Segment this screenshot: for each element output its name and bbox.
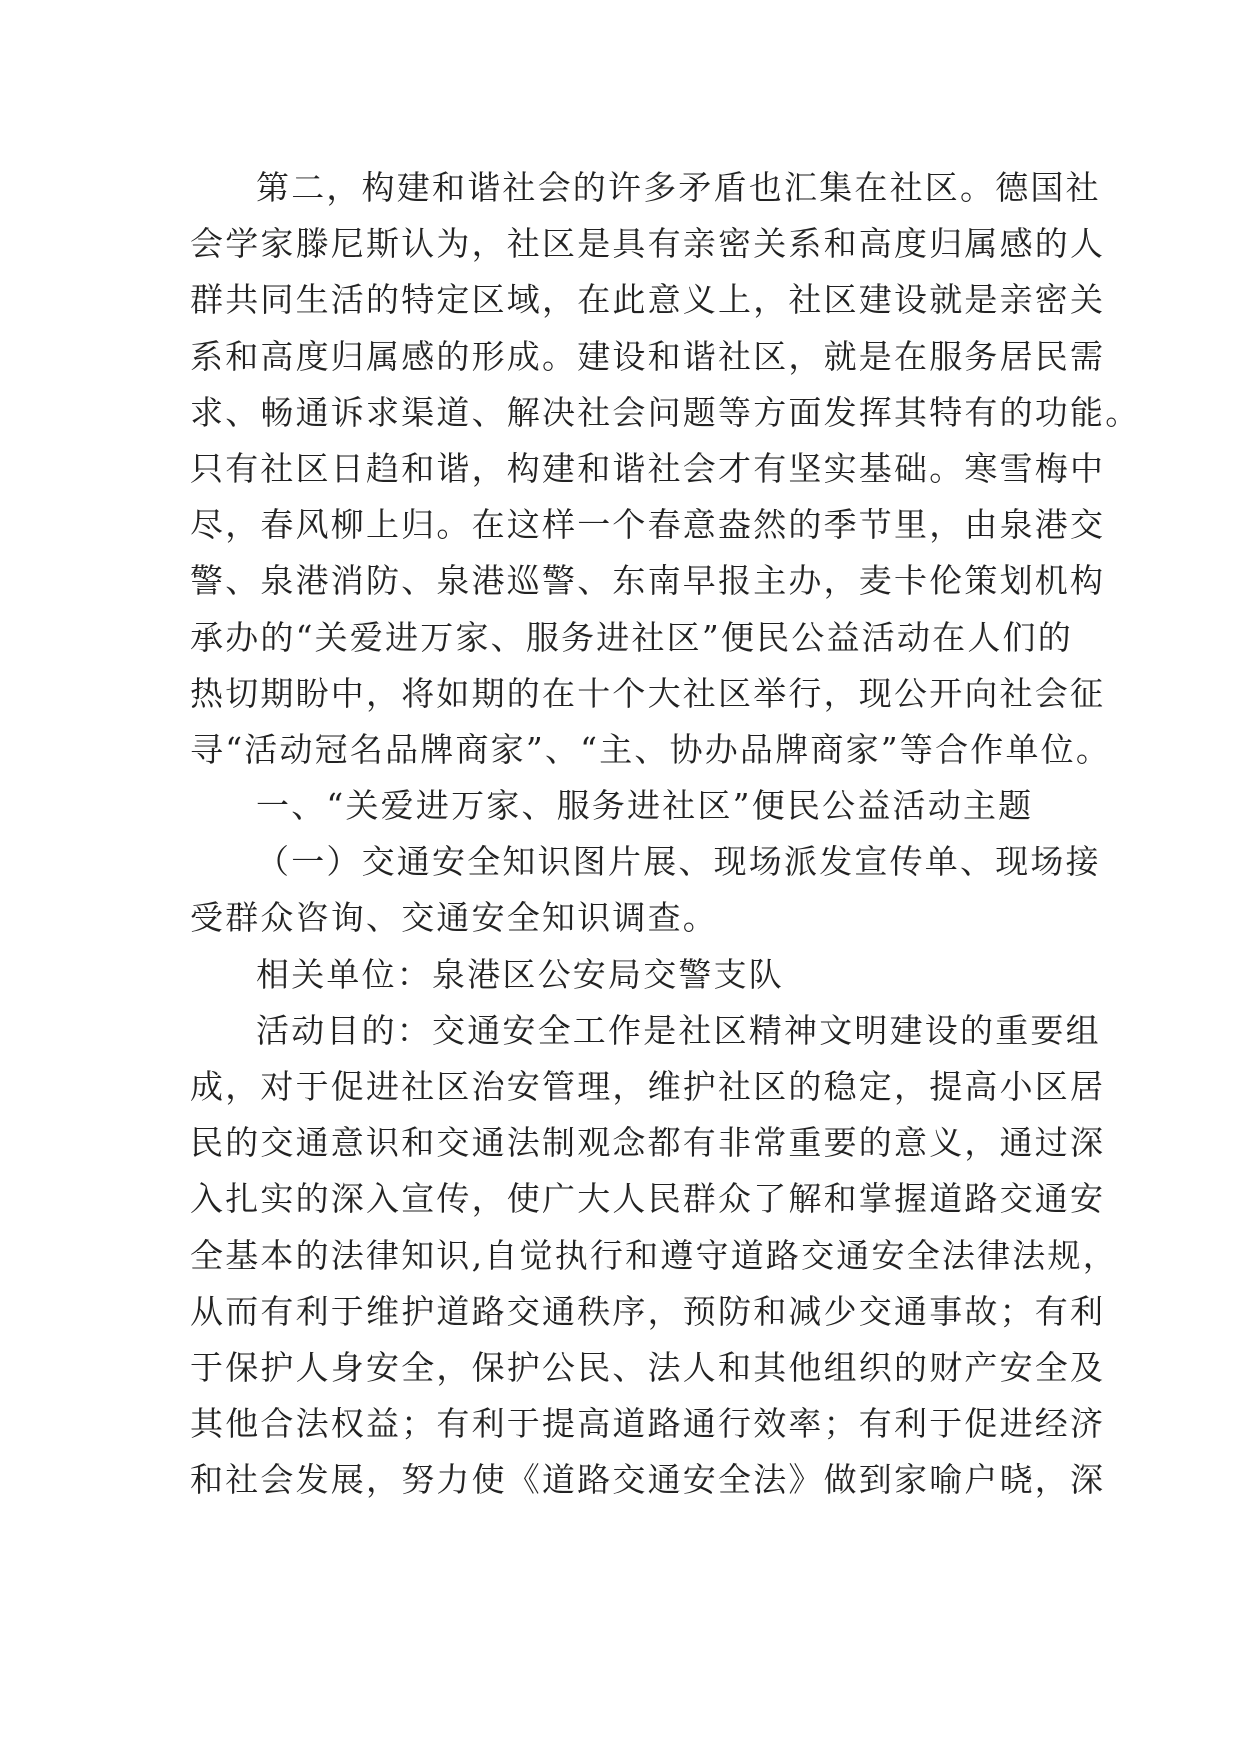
paragraph-line: 成，对于促进社区治安管理，维护社区的稳定，提高小区居 — [190, 1067, 1106, 1106]
paragraph-line: 入扎实的深入宣传，使广大人民群众了解和掌握道路交通安 — [190, 1179, 1106, 1219]
paragraph-line: 寻“活动冠名品牌商家”、“主、协办品牌商家”等合作单位。 — [190, 729, 1112, 769]
paragraph-line: 从而有利于维护道路交通秩序，预防和减少交通事故；有利 — [190, 1291, 1106, 1331]
document-body — [190, 160, 1141, 1509]
paragraph-line: 警、泉港消防、泉港巡警、东南早报主办，麦卡伦策划机构 — [190, 561, 1106, 601]
paragraph-line: 系和高度归属感的形成。建设和谐社区，就是在服务居民需 — [190, 336, 1106, 376]
paragraph-line: 和社会发展，努力使《道路交通安全法》做到家喻户晓，深 — [190, 1460, 1106, 1500]
paragraph-line: 尽，春风柳上归。在这样一个春意盎然的季节里，由泉港交 — [190, 505, 1106, 545]
related-unit-line: 相关单位：泉港区公安局交警支队 — [256, 954, 784, 994]
paragraph-line: 群共同生活的特定区域，在此意义上，社区建设就是亲密关 — [190, 280, 1106, 320]
paragraph-line: 承办的“关爱进万家、服务进社区”便民公益活动在人们的 — [190, 617, 1073, 657]
paragraph-line: 只有社区日趋和谐，构建和谐社会才有坚实基础。寒雪梅中 — [190, 448, 1106, 488]
paragraph-line: 其他合法权益；有利于提高道路通行效率；有利于促进经济 — [190, 1404, 1106, 1444]
paragraph-line: 全基本的法律知识,自觉执行和遵守道路交通安全法律法规， — [190, 1235, 1118, 1275]
paragraph-line: 第二，构建和谐社会的许多矛盾也汇集在社区。德国社 — [256, 168, 1101, 207]
paragraph-line: 会学家滕尼斯认为，社区是具有亲密关系和高度归属感的人 — [190, 224, 1106, 264]
paragraph-line: 热切期盼中，将如期的在十个大社区举行，现公开向社会征 — [190, 673, 1106, 713]
paragraph-line: 民的交通意识和交通法制观念都有非常重要的意义，通过深 — [190, 1123, 1106, 1163]
section-heading: 一、“关爱进万家、服务进社区”便民公益活动主题 — [256, 786, 1034, 826]
paragraph-line: 于保护人身安全，保护公民、法人和其他组织的财产安全及 — [190, 1347, 1106, 1387]
paragraph-line: 求、畅通诉求渠道、解决社会问题等方面发挥其特有的功能。 — [190, 392, 1141, 432]
subsection-line: （一）交通安全知识图片展、现场派发宣传单、现场接 — [256, 842, 1101, 882]
paragraph-line: 受群众咨询、交通安全知识调查。 — [190, 898, 718, 938]
paragraph-line: 活动目的：交通安全工作是社区精神文明建设的重要组 — [256, 1010, 1101, 1050]
